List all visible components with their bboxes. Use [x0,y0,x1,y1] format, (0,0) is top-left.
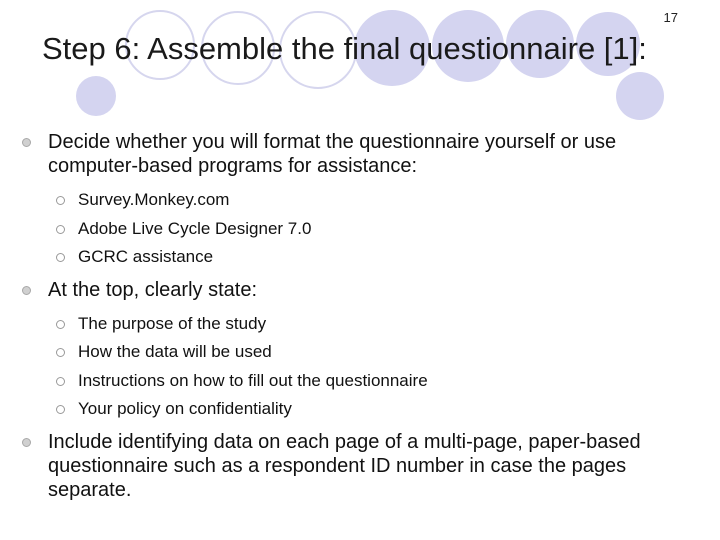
sub-bullet-item [20,395,710,424]
slide-number: 17 [663,10,678,25]
sub-bullet-list [20,186,710,272]
bullet-dot-icon [22,286,31,295]
hollow-circle-icon [56,320,65,329]
bullet-item [20,278,710,302]
sub-bullet-list [20,310,710,424]
sub-bullet-item [20,310,710,339]
sub-bullet-text: The purpose of the study [78,313,267,333]
bullet-dot-icon [22,138,31,147]
sub-bullet-text: Survey.Monkey.com [78,190,230,209]
bullet-item [20,130,710,178]
sub-bullet-text: GCRC assistance [78,247,214,266]
hollow-circle-icon [56,377,65,386]
sub-bullet-text: Your policy on confidentiality [78,399,292,418]
bullet-item [20,430,710,502]
decorative-circles [0,0,720,140]
decorative-circle [76,76,116,116]
sub-bullet-text: Adobe Live Cycle Designer 7.0 [78,218,312,238]
bullet-dot-icon [22,438,31,447]
sub-bullet-text: Instructions on how to fill out the questionnaire [78,370,428,390]
slide-body [20,130,710,510]
hollow-circle-icon [56,225,65,234]
slide-title: Step 6: Assemble the final questionnaire [1]: [42,31,647,66]
sub-bullet-item [20,215,710,244]
decorative-circle [616,72,664,120]
bullet-text: At the top, clearly state: [48,278,257,301]
sub-bullet-item [20,186,710,215]
sub-bullet-text: How the data will be used [78,342,272,361]
bullet-text: Include identifying data on each page of a multi-page, paper-based questionnaire such as a respondent ID number in case the pages separate. [48,430,641,501]
bullet-text: Decide whether you will format the questionnaire yourself or use computer-based programs for assistance: [48,131,617,177]
sub-bullet-item [20,367,710,396]
hollow-circle-icon [56,253,65,262]
sub-bullet-item [20,243,710,272]
hollow-circle-icon [56,196,65,205]
hollow-circle-icon [56,348,65,357]
sub-bullet-item [20,338,710,367]
hollow-circle-icon [56,405,65,414]
